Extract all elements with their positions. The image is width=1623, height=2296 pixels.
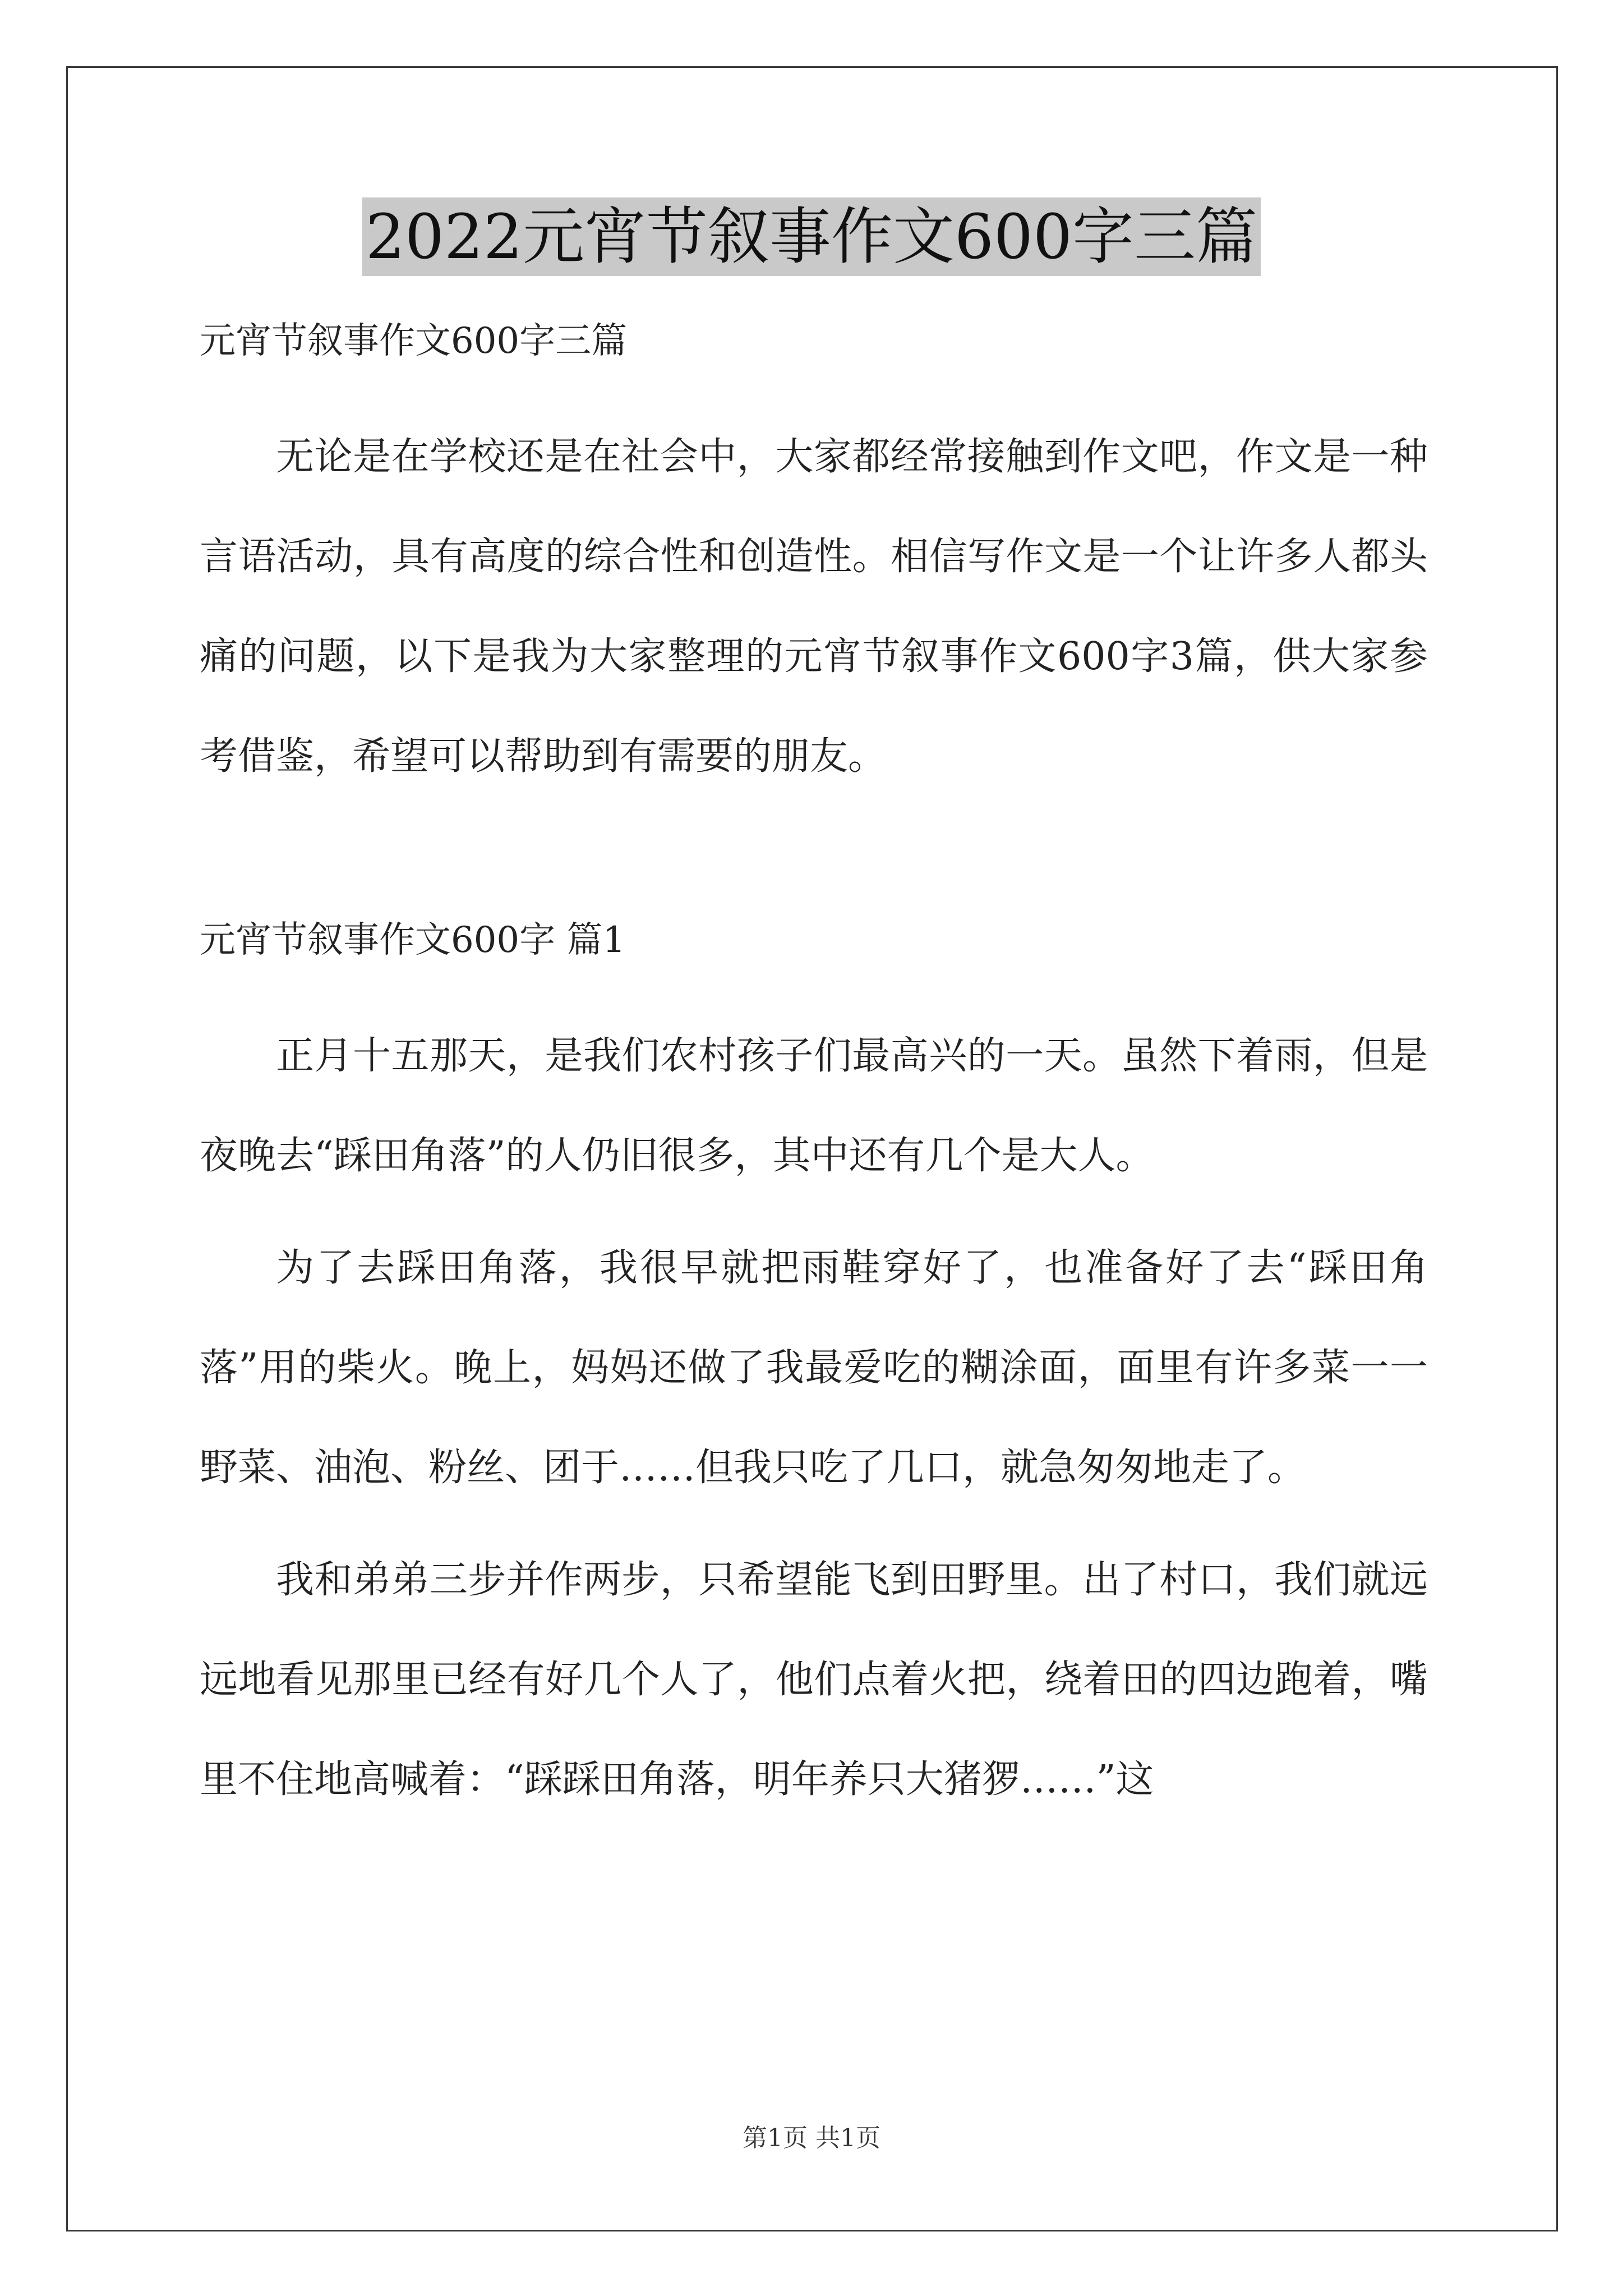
section-heading-intro: 元宵节叙事作文600字三篇: [200, 320, 628, 362]
document-title: 2022元宵节叙事作文600字三篇: [362, 197, 1261, 276]
document-body: [200, 314, 1428, 1830]
page-footer: 第1页 共1页: [743, 2124, 880, 2152]
essay-1-paragraph-3: 我和弟弟三步并作两步，只希望能飞到田野里。出了村口，我们就远远地看见那里已经有好几个人了，他们点着火把，绕着田的四边跑着，嘴里不住地高喊着：“踩踩田角落，明年养只大猪猡……”这: [200, 1558, 1428, 1802]
section-heading-essay-1: 元宵节叙事作文600字 篇1: [200, 919, 626, 961]
title-container: [0, 197, 1623, 276]
essay-1-paragraph-1: 正月十五那天，是我们农村孩子们最高兴的一天。虽然下着雨，但是夜晚去“踩田角落”的人仍旧很多，其中还有几个是大人。: [200, 1034, 1428, 1178]
intro-paragraph: 无论是在学校还是在社会中，大家都经常接触到作文吧，作文是一种言语活动，具有高度的综合性和创造性。相信写作文是一个让许多人都头痛的问题，以下是我为大家整理的元宵节叙事作文600字3篇，供大家参考借鉴，希望可以帮助到有需要的朋友。: [200, 435, 1428, 779]
essay-1-paragraph-2: 为了去踩田角落，我很早就把雨鞋穿好了，也准备好了去“踩田角落”用的柴火。晚上，妈妈还做了我最爱吃的糊涂面，面里有许多菜一一野菜、油泡、粉丝、团于……但我只吃了几口，就急匆匆地走了。: [200, 1246, 1428, 1490]
